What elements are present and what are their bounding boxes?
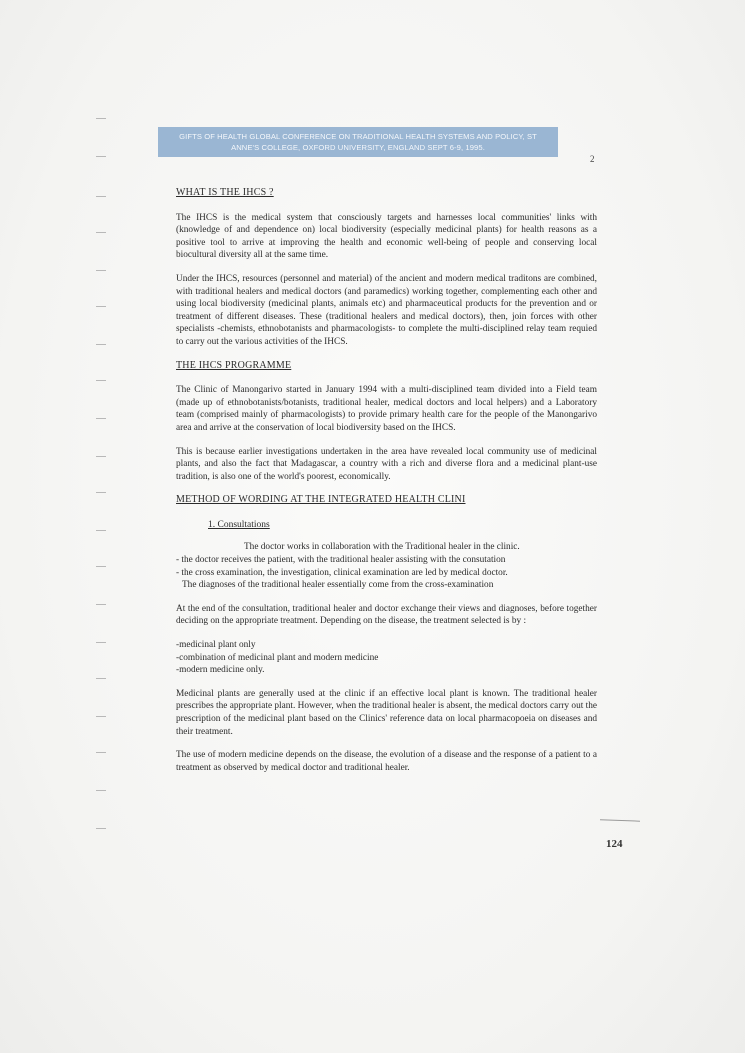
document-body — [176, 187, 597, 785]
conference-banner — [158, 127, 558, 157]
consultation-line: The diagnoses of the traditional healer essentially come from the cross-examination — [182, 580, 494, 591]
subheading-consultations: 1. Consultations — [208, 519, 270, 530]
paragraph: This is because earlier investigations undertaken in the area have revealed local community use of medicinal plants, and also the fact that Madagascar, a country with a rich and diverse flora and a medicinal plant-use tradition, is also one of the world's poorest, economically. — [176, 446, 597, 482]
page-number-bottom: 124 — [606, 838, 623, 850]
paragraph: The use of modern medicine depends on the disease, the evolution of a disease and the response of a patient to a treatment as observed by medical doctor and traditional healer. — [176, 750, 597, 773]
treatment-option: -modern medicine only. — [176, 665, 265, 676]
treatment-option: -combination of medicinal plant and modern medicine — [176, 652, 379, 663]
treatment-option: -medicinal plant only — [176, 640, 256, 651]
consultation-line: - the doctor receives the patient, with the traditional healer assisting with the consutation — [176, 555, 506, 566]
consultation-line: The doctor works in collaboration with the Traditional healer in the clinic. — [244, 542, 520, 553]
paragraph: Medicinal plants are generally used at the clinic if an effective local plant is known. The traditional healer prescribes the appropriate plant. However, when the traditional healer is absent, the medical doctors carry out the prescription of the medicinal plant based on the Clinics' reference data on local pharmacopoeia on diseases and their treatment. — [176, 688, 597, 737]
heading-method: METHOD OF WORDING AT THE INTEGRATED HEALTH CLINI — [176, 494, 466, 506]
consultation-line: - the cross examination, the investigation, clinical examination are led by medical doctor. — [176, 567, 508, 578]
heading-what-is-ihcs: WHAT IS THE IHCS ? — [176, 187, 274, 198]
paragraph: At the end of the consultation, traditional healer and doctor exchange their views and diagnoses, before together deciding on the appropriate treatment. Depending on the disease, the treatment selected is by : — [176, 603, 597, 627]
page-number-top: 2 — [590, 154, 595, 164]
paragraph: Under the IHCS, resources (personnel and material) of the ancient and modern medical traditons are combined, with traditional healers and medical doctors (and paramedics) working together, complementing each other and using local biodiversity (medicinal plants, animals etc) and pharmaceutical products for the prevention and or treatment of different diseases. These (traditional healers and medical doctors), then, join forces with other specialists -chemists, ethnobotanists and pharmacologists- to complete the multi-disciplined relay team requied to carry out the various activities of the IHCS. — [176, 273, 597, 347]
left-margin-marks — [96, 100, 110, 880]
heading-ihcs-programme: THE IHCS PROGRAMME — [176, 359, 292, 371]
paragraph: The IHCS is the medical system that consciously targets and harnesses local communities' links with (knowledge of and dependence on) local biodiversity (especially medicinal plants) for health reasons as a positive tool to arrive at improving the health and economic well-being of people and conserving local biocultural diversity all at the same time. — [176, 212, 597, 261]
banner-text: GIFTS OF HEALTH GLOBAL CONFERENCE ON TRADITIONAL HEALTH SYSTEMS AND POLICY, ST ANNE'S COLLEGE, OXFORD UNIVERSITY, ENGLAND SEPT 6-9, 1995. — [179, 132, 537, 152]
paragraph: The Clinic of Manongarivo started in January 1994 with a multi-disciplined team divided into a Field team (made up of ethnobotanists/botanists, traditional healer, medical doctors and local helpers) and a Laboratory team (comprised mainly of pharmacologists) to provide primary health care for the people of the Manongarivo area and arrive at the conservation of local biodiversity based on the IHCS. — [176, 385, 597, 433]
